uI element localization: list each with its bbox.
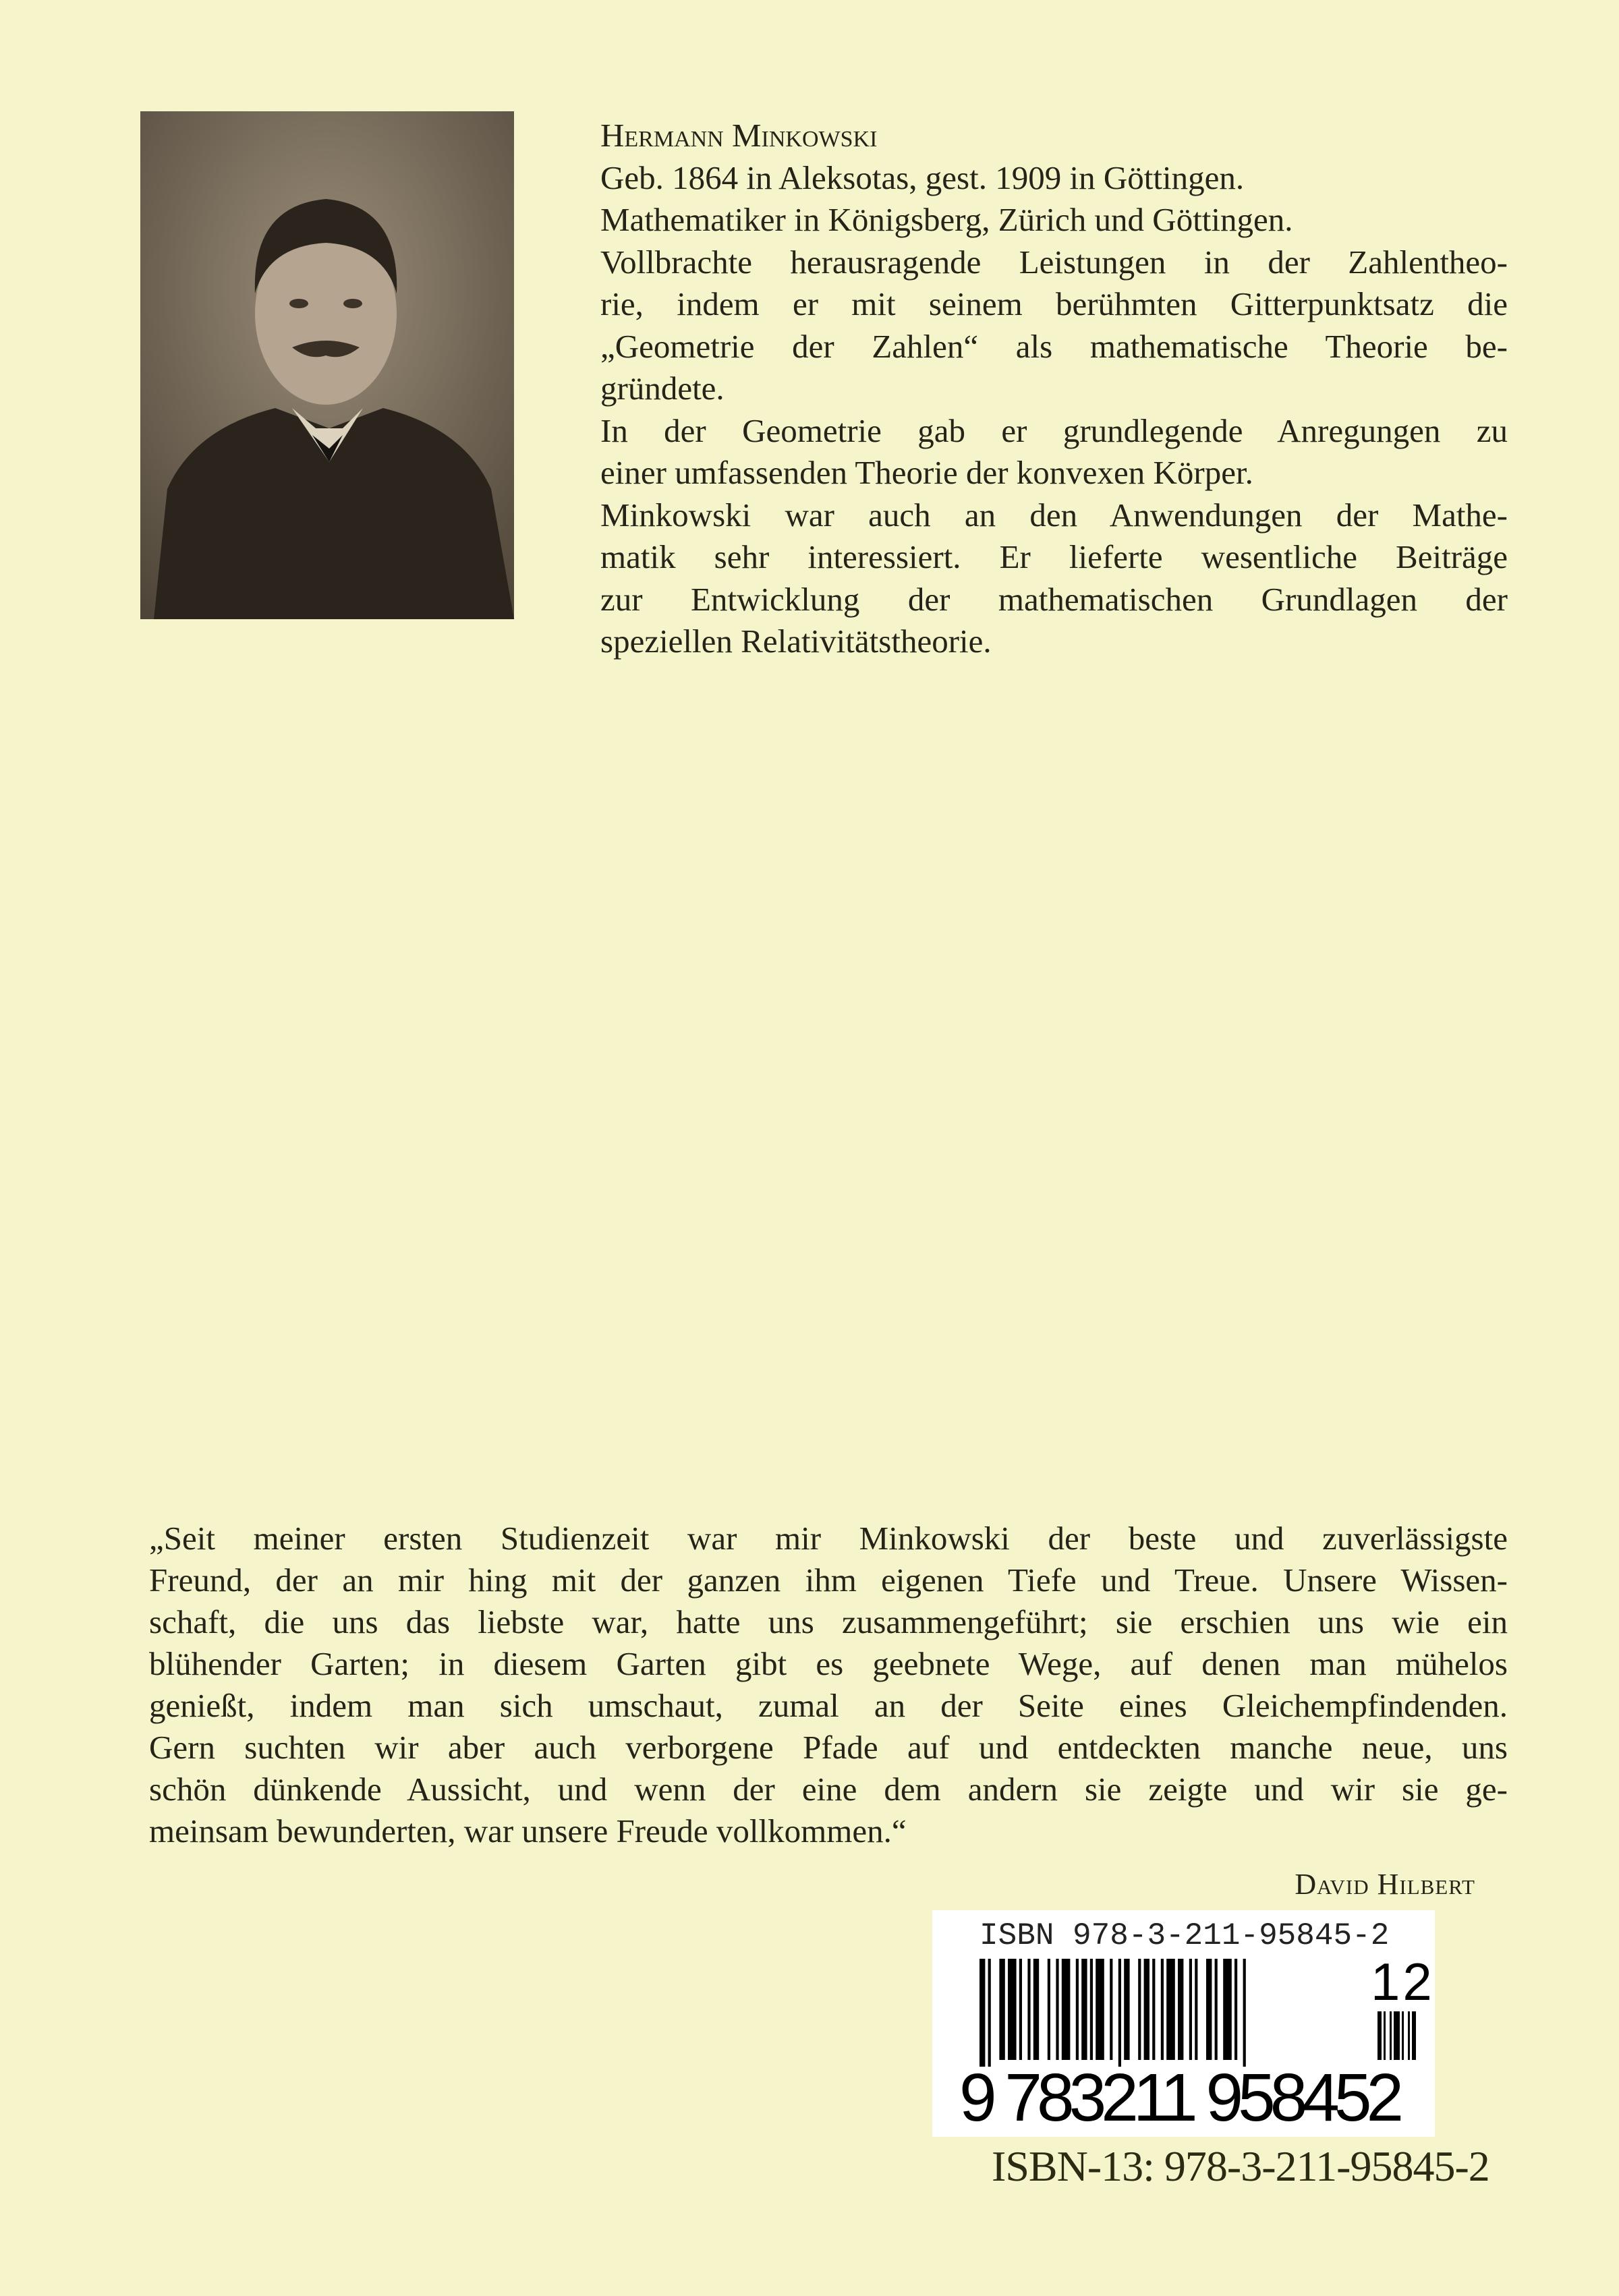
biography <box>600 115 1508 663</box>
barcode-digits: 9 783211 958452 <box>959 2060 1399 2135</box>
barcode-bar <box>1144 1959 1149 2060</box>
quote-line: Gern suchten wir aber auch verborgene Pfade auf und entdeckten manche neue, uns <box>149 1729 1508 1766</box>
barcode-bar <box>1019 1959 1022 2060</box>
bio-line: Vollbrachte herausragende Leistungen in der Zahlentheo- <box>600 243 1508 281</box>
bio-line: matik sehr interessiert. Er lieferte wesentliche Beiträge <box>600 538 1508 575</box>
barcode-bar <box>1234 1959 1237 2060</box>
bio-line: zur Entwicklung der mathematischen Grundlagen der <box>600 580 1508 618</box>
barcode-bar <box>1166 1959 1175 2060</box>
barcode-bar <box>1033 1959 1039 2060</box>
quote-line: genießt, indem man sich umschaut, zumal an der Seite eines Gleichempfindenden. <box>149 1687 1508 1724</box>
barcode-bar <box>1138 1959 1141 2060</box>
barcode-bar <box>999 1959 1004 2060</box>
hilbert-quote <box>149 1518 1508 1852</box>
barcode-bar <box>979 1959 985 2067</box>
isbn-13-label: ISBN-13: 978-3-211-95845-2 <box>992 2142 1489 2190</box>
barcode-bar <box>1090 1959 1093 2060</box>
barcode-addon-digits: 12 <box>1371 1952 1435 2011</box>
barcode-bar <box>1056 1959 1058 2060</box>
barcode-bar <box>1195 1959 1197 2060</box>
bio-line: einer umfassenden Theorie der konvexen Körper. <box>600 454 1253 491</box>
bio-name: Hermann Minkowski <box>600 117 878 154</box>
barcode-bar <box>1243 1959 1246 2067</box>
barcode-bar <box>1062 1959 1071 2060</box>
bio-line: rie, indem er mit seinem berühmten Gitterpunktsatz die <box>600 285 1508 322</box>
addon-bar <box>1412 2011 1416 2060</box>
quote-line: Freund, der an mir hing mit der ganzen ihm eigenen Tiefe und Treue. Unsere Wissen- <box>149 1561 1508 1599</box>
addon-bar <box>1377 2011 1382 2060</box>
quote-line: schön dünkende Aussicht, und wenn der eine dem andern sie zeigte und wir sie ge- <box>149 1771 1508 1808</box>
addon-bar <box>1402 2011 1404 2060</box>
barcode-bar <box>1206 1959 1212 2060</box>
barcode-bar <box>1161 1959 1164 2060</box>
quote-author: David Hilbert <box>1295 1868 1475 1901</box>
addon-bar <box>1394 2011 1400 2060</box>
quote-line: blühender Garten; in diesem Garten gibt es geebnete Wege, auf denen man mühelos <box>149 1645 1508 1682</box>
barcode-bar <box>1189 1959 1192 2060</box>
addon-bar <box>1408 2011 1410 2060</box>
barcode-bar <box>1008 1959 1017 2060</box>
bio-line: Geb. 1864 in Aleksotas, gest. 1909 in Göttingen. <box>600 159 1245 196</box>
barcode-bar <box>1096 1959 1104 2060</box>
quote-line: „Seit meiner ersten Studienzeit war mir Minkowski der beste und zuverlässigste <box>149 1520 1508 1557</box>
quote-line: schaft, die uns das liebste war, hatte uns zusammengeführt; sie erschien uns wie ein <box>149 1603 1508 1640</box>
bio-line: gründete. <box>600 370 725 407</box>
bio-line: Minkowski war auch an den Anwendungen der Mathe- <box>600 496 1508 534</box>
bio-line: Mathematiker in Königsberg, Zürich und Göttingen. <box>600 201 1293 238</box>
barcode-bar <box>1110 1959 1112 2060</box>
bio-line: speziellen Relativitätstheorie. <box>600 623 992 660</box>
quote-line: meinsam bewunderten, war unsere Freude vollkommen.“ <box>149 1812 907 1849</box>
barcode-isbn-label: ISBN 978-3-211-95845-2 <box>979 1918 1390 1953</box>
barcode-bar <box>1081 1959 1087 2060</box>
addon-bar <box>1390 2011 1392 2060</box>
barcode-bar <box>1152 1959 1155 2060</box>
barcode-bar <box>988 1959 991 2067</box>
barcode-bar <box>1124 1959 1129 2060</box>
bio-line: In der Geometrie gab er grundlegende Anregungen zu <box>600 411 1508 449</box>
bio-line: „Geometrie der Zahlen“ als mathematische Theorie be- <box>600 327 1508 365</box>
barcode-bar <box>1178 1959 1183 2060</box>
barcode-bar <box>1118 1959 1121 2067</box>
barcode-bar <box>1027 1959 1030 2060</box>
portrait-photo <box>140 111 514 619</box>
barcode-bar <box>1048 1959 1050 2060</box>
isbn-barcode <box>932 1910 1435 2137</box>
barcode-bar <box>1223 1959 1232 2060</box>
addon-bar <box>1384 2011 1386 2060</box>
barcode-bar <box>1215 1959 1218 2060</box>
barcode-bar <box>1076 1959 1079 2060</box>
